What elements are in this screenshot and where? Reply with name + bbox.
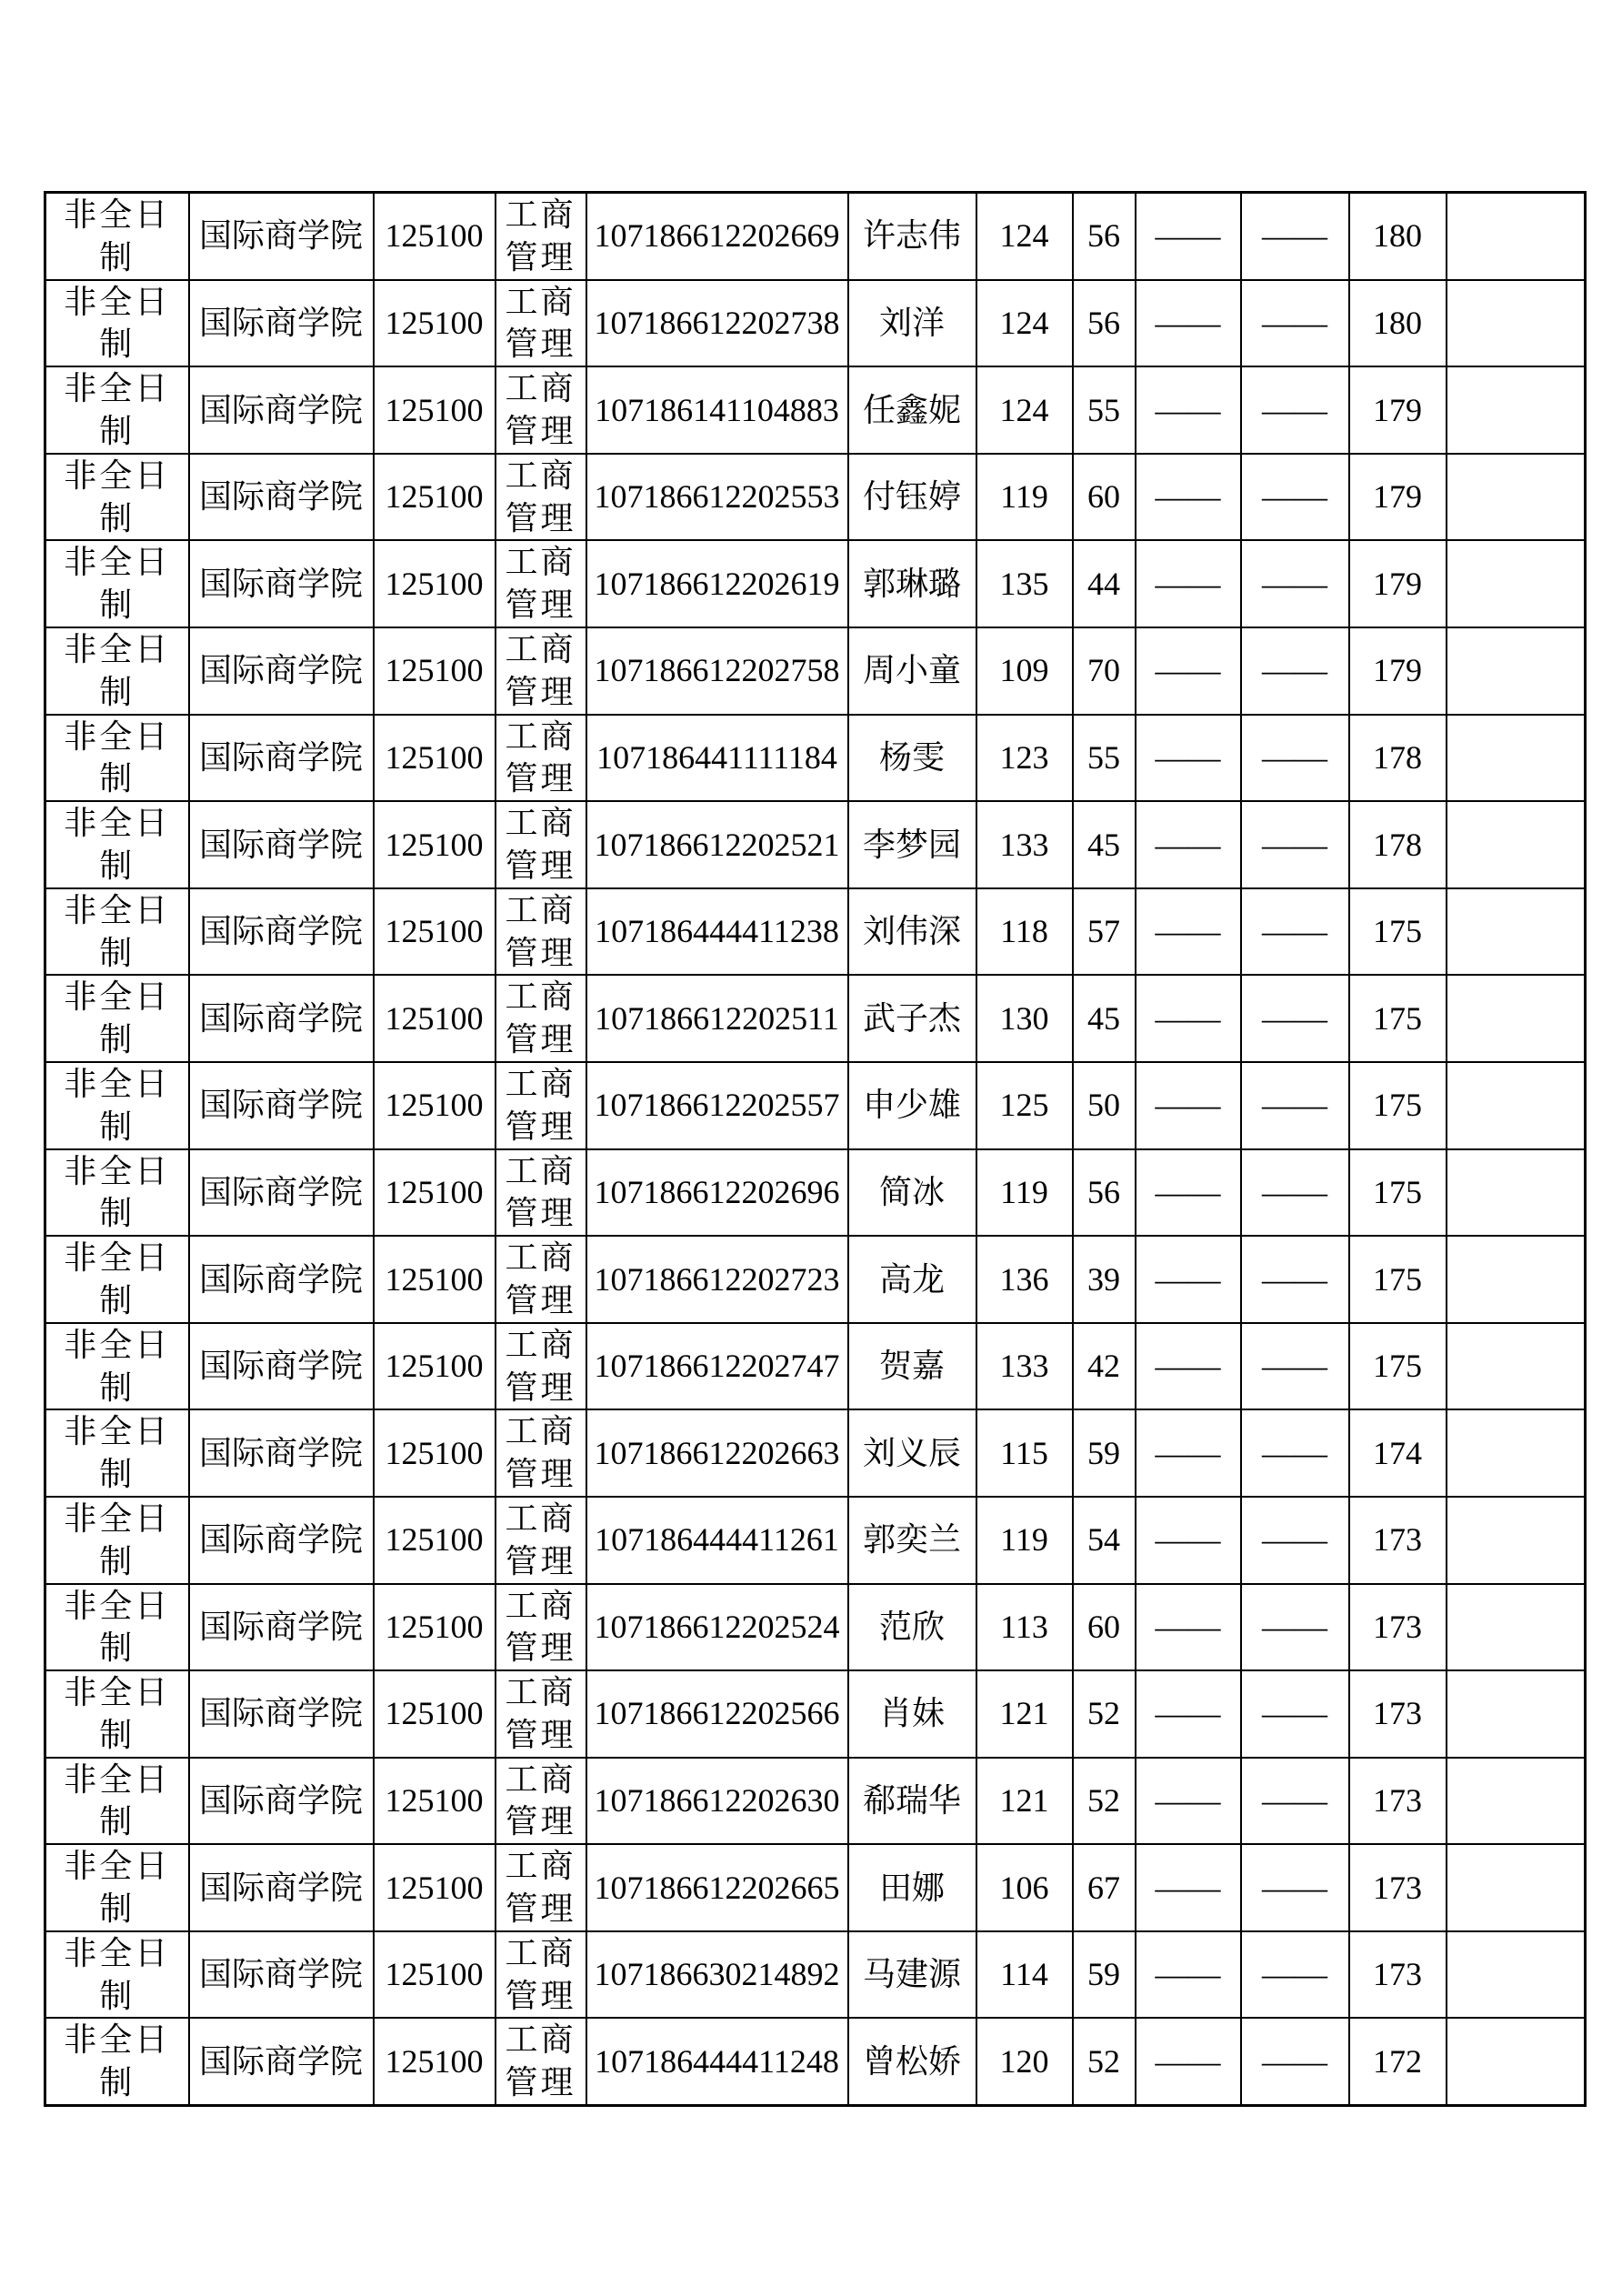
score-4-blank-cell: —— xyxy=(1241,1931,1349,2019)
table-row xyxy=(45,715,1586,802)
major-code-cell: 125100 xyxy=(374,1670,496,1758)
total-score-cell: 175 xyxy=(1349,1062,1447,1149)
school-cell: 国际商学院 xyxy=(189,1670,374,1758)
major-name-cell: 工商管理 xyxy=(496,1323,586,1410)
school-cell: 国际商学院 xyxy=(189,1497,374,1584)
remark-cell xyxy=(1447,540,1586,627)
school-cell: 国际商学院 xyxy=(189,1236,374,1323)
table-row xyxy=(45,540,1586,627)
candidate-name-cell: 武子杰 xyxy=(848,975,976,1062)
candidate-id-cell: 107186612202665 xyxy=(586,1844,848,1931)
major-code-cell: 125100 xyxy=(374,801,496,888)
score-2-cell: 67 xyxy=(1073,1844,1136,1931)
score-4-blank-cell: —— xyxy=(1241,540,1349,627)
schedule-type-cell: 非全日制 xyxy=(45,1497,189,1584)
score-2-cell: 60 xyxy=(1073,454,1136,541)
major-name-cell: 工商管理 xyxy=(496,975,586,1062)
total-score-cell: 175 xyxy=(1349,975,1447,1062)
table-row xyxy=(45,1236,1586,1323)
score-1-cell: 135 xyxy=(976,540,1073,627)
schedule-type-cell: 非全日制 xyxy=(45,1323,189,1410)
score-4-blank-cell: —— xyxy=(1241,1844,1349,1931)
major-code-cell: 125100 xyxy=(374,627,496,715)
total-score-cell: 175 xyxy=(1349,1236,1447,1323)
score-4-blank-cell: —— xyxy=(1241,975,1349,1062)
score-1-cell: 119 xyxy=(976,1149,1073,1237)
score-2-cell: 70 xyxy=(1073,627,1136,715)
remark-cell xyxy=(1447,1323,1586,1410)
admission-score-table xyxy=(44,191,1587,2107)
candidate-name-cell: 杨雯 xyxy=(848,715,976,802)
score-2-cell: 44 xyxy=(1073,540,1136,627)
major-code-cell: 125100 xyxy=(374,1149,496,1237)
remark-cell xyxy=(1447,366,1586,454)
major-name-cell: 工商管理 xyxy=(496,1149,586,1237)
total-score-cell: 179 xyxy=(1349,540,1447,627)
candidate-id-cell: 107186141104883 xyxy=(586,366,848,454)
schedule-type-cell: 非全日制 xyxy=(45,1062,189,1149)
remark-cell xyxy=(1447,1149,1586,1237)
school-cell: 国际商学院 xyxy=(189,888,374,976)
remark-cell xyxy=(1447,975,1586,1062)
score-3-blank-cell: —— xyxy=(1136,1584,1241,1671)
candidate-name-cell: 刘洋 xyxy=(848,280,976,367)
score-4-blank-cell: —— xyxy=(1241,454,1349,541)
score-1-cell: 121 xyxy=(976,1670,1073,1758)
candidate-name-cell: 申少雄 xyxy=(848,1062,976,1149)
score-3-blank-cell: —— xyxy=(1136,1670,1241,1758)
schedule-type-cell: 非全日制 xyxy=(45,1584,189,1671)
schedule-type-cell: 非全日制 xyxy=(45,627,189,715)
score-3-blank-cell: —— xyxy=(1136,366,1241,454)
major-name-cell: 工商管理 xyxy=(496,1758,586,1845)
school-cell: 国际商学院 xyxy=(189,715,374,802)
schedule-type-cell: 非全日制 xyxy=(45,801,189,888)
total-score-cell: 175 xyxy=(1349,888,1447,976)
remark-cell xyxy=(1447,627,1586,715)
school-cell: 国际商学院 xyxy=(189,366,374,454)
score-1-cell: 125 xyxy=(976,1062,1073,1149)
score-3-blank-cell: —— xyxy=(1136,1497,1241,1584)
major-code-cell: 125100 xyxy=(374,975,496,1062)
total-score-cell: 178 xyxy=(1349,801,1447,888)
major-code-cell: 125100 xyxy=(374,193,496,280)
score-3-blank-cell: —— xyxy=(1136,1323,1241,1410)
score-3-blank-cell: —— xyxy=(1136,1149,1241,1237)
candidate-name-cell: 任鑫妮 xyxy=(848,366,976,454)
major-name-cell: 工商管理 xyxy=(496,1844,586,1931)
school-cell: 国际商学院 xyxy=(189,1323,374,1410)
score-1-cell: 121 xyxy=(976,1758,1073,1845)
school-cell: 国际商学院 xyxy=(189,193,374,280)
candidate-name-cell: 刘义辰 xyxy=(848,1409,976,1497)
major-code-cell: 125100 xyxy=(374,366,496,454)
score-4-blank-cell: —— xyxy=(1241,1670,1349,1758)
candidate-id-cell: 107186612202511 xyxy=(586,975,848,1062)
score-4-blank-cell: —— xyxy=(1241,1584,1349,1671)
remark-cell xyxy=(1447,1758,1586,1845)
score-4-blank-cell: —— xyxy=(1241,715,1349,802)
school-cell: 国际商学院 xyxy=(189,1931,374,2019)
table-row xyxy=(45,1497,1586,1584)
candidate-id-cell: 107186612202566 xyxy=(586,1670,848,1758)
candidate-name-cell: 许志伟 xyxy=(848,193,976,280)
score-2-cell: 59 xyxy=(1073,1931,1136,2019)
total-score-cell: 173 xyxy=(1349,1670,1447,1758)
score-4-blank-cell: —— xyxy=(1241,1758,1349,1845)
remark-cell xyxy=(1447,1497,1586,1584)
major-code-cell: 125100 xyxy=(374,1497,496,1584)
remark-cell xyxy=(1447,1584,1586,1671)
score-3-blank-cell: —— xyxy=(1136,1062,1241,1149)
school-cell: 国际商学院 xyxy=(189,1758,374,1845)
score-4-blank-cell: —— xyxy=(1241,2018,1349,2105)
candidate-id-cell: 107186612202747 xyxy=(586,1323,848,1410)
candidate-id-cell: 107186444411261 xyxy=(586,1497,848,1584)
score-4-blank-cell: —— xyxy=(1241,627,1349,715)
major-name-cell: 工商管理 xyxy=(496,888,586,976)
score-1-cell: 113 xyxy=(976,1584,1073,1671)
score-2-cell: 45 xyxy=(1073,975,1136,1062)
score-4-blank-cell: —— xyxy=(1241,280,1349,367)
remark-cell xyxy=(1447,1062,1586,1149)
candidate-id-cell: 107186612202696 xyxy=(586,1149,848,1237)
total-score-cell: 173 xyxy=(1349,1758,1447,1845)
score-2-cell: 52 xyxy=(1073,1670,1136,1758)
school-cell: 国际商学院 xyxy=(189,280,374,367)
major-code-cell: 125100 xyxy=(374,2018,496,2105)
score-2-cell: 56 xyxy=(1073,1149,1136,1237)
score-3-blank-cell: —— xyxy=(1136,801,1241,888)
schedule-type-cell: 非全日制 xyxy=(45,280,189,367)
schedule-type-cell: 非全日制 xyxy=(45,366,189,454)
score-2-cell: 56 xyxy=(1073,193,1136,280)
schedule-type-cell: 非全日制 xyxy=(45,454,189,541)
schedule-type-cell: 非全日制 xyxy=(45,540,189,627)
score-2-cell: 60 xyxy=(1073,1584,1136,1671)
major-code-cell: 125100 xyxy=(374,454,496,541)
score-1-cell: 109 xyxy=(976,627,1073,715)
major-code-cell: 125100 xyxy=(374,888,496,976)
score-3-blank-cell: —— xyxy=(1136,540,1241,627)
school-cell: 国际商学院 xyxy=(189,540,374,627)
major-name-cell: 工商管理 xyxy=(496,1584,586,1671)
schedule-type-cell: 非全日制 xyxy=(45,888,189,976)
total-score-cell: 173 xyxy=(1349,1497,1447,1584)
total-score-cell: 180 xyxy=(1349,280,1447,367)
major-name-cell: 工商管理 xyxy=(496,1931,586,2019)
table-row xyxy=(45,1584,1586,1671)
table-row xyxy=(45,1323,1586,1410)
candidate-id-cell: 107186612202630 xyxy=(586,1758,848,1845)
score-2-cell: 55 xyxy=(1073,366,1136,454)
schedule-type-cell: 非全日制 xyxy=(45,715,189,802)
major-name-cell: 工商管理 xyxy=(496,2018,586,2105)
major-name-cell: 工商管理 xyxy=(496,280,586,367)
score-4-blank-cell: —— xyxy=(1241,1236,1349,1323)
candidate-name-cell: 周小童 xyxy=(848,627,976,715)
total-score-cell: 179 xyxy=(1349,454,1447,541)
major-code-cell: 125100 xyxy=(374,1323,496,1410)
major-code-cell: 125100 xyxy=(374,1758,496,1845)
score-2-cell: 55 xyxy=(1073,715,1136,802)
candidate-name-cell: 贺嘉 xyxy=(848,1323,976,1410)
table-row xyxy=(45,975,1586,1062)
score-1-cell: 119 xyxy=(976,1497,1073,1584)
remark-cell xyxy=(1447,1844,1586,1931)
major-name-cell: 工商管理 xyxy=(496,454,586,541)
total-score-cell: 174 xyxy=(1349,1409,1447,1497)
major-code-cell: 125100 xyxy=(374,1931,496,2019)
school-cell: 国际商学院 xyxy=(189,1584,374,1671)
major-code-cell: 125100 xyxy=(374,1236,496,1323)
score-2-cell: 42 xyxy=(1073,1323,1136,1410)
remark-cell xyxy=(1447,1236,1586,1323)
candidate-id-cell: 107186612202723 xyxy=(586,1236,848,1323)
score-1-cell: 114 xyxy=(976,1931,1073,2019)
remark-cell xyxy=(1447,801,1586,888)
major-name-cell: 工商管理 xyxy=(496,627,586,715)
candidate-name-cell: 马建源 xyxy=(848,1931,976,2019)
table-row xyxy=(45,1670,1586,1758)
table-row xyxy=(45,888,1586,976)
candidate-name-cell: 范欣 xyxy=(848,1584,976,1671)
score-2-cell: 52 xyxy=(1073,1758,1136,1845)
candidate-id-cell: 107186612202738 xyxy=(586,280,848,367)
remark-cell xyxy=(1447,1931,1586,2019)
candidate-name-cell: 曾松娇 xyxy=(848,2018,976,2105)
remark-cell xyxy=(1447,2018,1586,2105)
schedule-type-cell: 非全日制 xyxy=(45,2018,189,2105)
table-row xyxy=(45,801,1586,888)
schedule-type-cell: 非全日制 xyxy=(45,1236,189,1323)
school-cell: 国际商学院 xyxy=(189,1409,374,1497)
schedule-type-cell: 非全日制 xyxy=(45,1409,189,1497)
candidate-id-cell: 107186612202663 xyxy=(586,1409,848,1497)
school-cell: 国际商学院 xyxy=(189,1844,374,1931)
score-4-blank-cell: —— xyxy=(1241,801,1349,888)
candidate-id-cell: 107186444411238 xyxy=(586,888,848,976)
score-4-blank-cell: —— xyxy=(1241,1409,1349,1497)
score-1-cell: 130 xyxy=(976,975,1073,1062)
candidate-name-cell: 高龙 xyxy=(848,1236,976,1323)
total-score-cell: 175 xyxy=(1349,1149,1447,1237)
candidate-name-cell: 郭奕兰 xyxy=(848,1497,976,1584)
major-code-cell: 125100 xyxy=(374,1844,496,1931)
candidate-id-cell: 107186630214892 xyxy=(586,1931,848,2019)
score-2-cell: 52 xyxy=(1073,2018,1136,2105)
major-name-cell: 工商管理 xyxy=(496,366,586,454)
major-name-cell: 工商管理 xyxy=(496,1062,586,1149)
major-code-cell: 125100 xyxy=(374,1409,496,1497)
table-row xyxy=(45,280,1586,367)
score-1-cell: 124 xyxy=(976,366,1073,454)
score-4-blank-cell: —— xyxy=(1241,193,1349,280)
major-name-cell: 工商管理 xyxy=(496,1409,586,1497)
table-row xyxy=(45,366,1586,454)
score-3-blank-cell: —— xyxy=(1136,627,1241,715)
score-1-cell: 118 xyxy=(976,888,1073,976)
school-cell: 国际商学院 xyxy=(189,627,374,715)
score-3-blank-cell: —— xyxy=(1136,280,1241,367)
major-name-cell: 工商管理 xyxy=(496,1497,586,1584)
score-1-cell: 106 xyxy=(976,1844,1073,1931)
score-4-blank-cell: —— xyxy=(1241,1062,1349,1149)
score-1-cell: 120 xyxy=(976,2018,1073,2105)
score-3-blank-cell: —— xyxy=(1136,193,1241,280)
candidate-id-cell: 107186612202669 xyxy=(586,193,848,280)
schedule-type-cell: 非全日制 xyxy=(45,1670,189,1758)
table-row xyxy=(45,193,1586,280)
major-code-cell: 125100 xyxy=(374,1062,496,1149)
score-4-blank-cell: —— xyxy=(1241,888,1349,976)
score-3-blank-cell: —— xyxy=(1136,1758,1241,1845)
score-2-cell: 54 xyxy=(1073,1497,1136,1584)
major-code-cell: 125100 xyxy=(374,540,496,627)
total-score-cell: 173 xyxy=(1349,1584,1447,1671)
score-4-blank-cell: —— xyxy=(1241,1323,1349,1410)
candidate-id-cell: 107186612202557 xyxy=(586,1062,848,1149)
table-row xyxy=(45,1844,1586,1931)
table-row xyxy=(45,627,1586,715)
score-3-blank-cell: —— xyxy=(1136,454,1241,541)
major-name-cell: 工商管理 xyxy=(496,1236,586,1323)
candidate-id-cell: 107186612202758 xyxy=(586,627,848,715)
schedule-type-cell: 非全日制 xyxy=(45,1844,189,1931)
candidate-name-cell: 郭琳璐 xyxy=(848,540,976,627)
school-cell: 国际商学院 xyxy=(189,1062,374,1149)
candidate-id-cell: 107186612202524 xyxy=(586,1584,848,1671)
candidate-id-cell: 107186441111184 xyxy=(586,715,848,802)
candidate-name-cell: 刘伟深 xyxy=(848,888,976,976)
school-cell: 国际商学院 xyxy=(189,801,374,888)
schedule-type-cell: 非全日制 xyxy=(45,1931,189,2019)
table-row xyxy=(45,2018,1586,2105)
table-row xyxy=(45,1149,1586,1237)
score-2-cell: 57 xyxy=(1073,888,1136,976)
remark-cell xyxy=(1447,1670,1586,1758)
score-2-cell: 59 xyxy=(1073,1409,1136,1497)
school-cell: 国际商学院 xyxy=(189,2018,374,2105)
school-cell: 国际商学院 xyxy=(189,454,374,541)
total-score-cell: 178 xyxy=(1349,715,1447,802)
candidate-name-cell: 李梦园 xyxy=(848,801,976,888)
table-row xyxy=(45,1758,1586,1845)
major-name-cell: 工商管理 xyxy=(496,715,586,802)
candidate-name-cell: 肖妹 xyxy=(848,1670,976,1758)
table-row xyxy=(45,454,1586,541)
score-3-blank-cell: —— xyxy=(1136,888,1241,976)
table-row xyxy=(45,1062,1586,1149)
major-name-cell: 工商管理 xyxy=(496,193,586,280)
school-cell: 国际商学院 xyxy=(189,1149,374,1237)
score-2-cell: 56 xyxy=(1073,280,1136,367)
score-2-cell: 45 xyxy=(1073,801,1136,888)
score-3-blank-cell: —— xyxy=(1136,2018,1241,2105)
remark-cell xyxy=(1447,1409,1586,1497)
score-1-cell: 136 xyxy=(976,1236,1073,1323)
score-1-cell: 124 xyxy=(976,193,1073,280)
candidate-id-cell: 107186444411248 xyxy=(586,2018,848,2105)
table-row xyxy=(45,1931,1586,2019)
score-1-cell: 133 xyxy=(976,1323,1073,1410)
score-1-cell: 133 xyxy=(976,801,1073,888)
candidate-name-cell: 田娜 xyxy=(848,1844,976,1931)
score-4-blank-cell: —— xyxy=(1241,366,1349,454)
score-3-blank-cell: —— xyxy=(1136,715,1241,802)
schedule-type-cell: 非全日制 xyxy=(45,975,189,1062)
candidate-name-cell: 付钰婷 xyxy=(848,454,976,541)
score-1-cell: 123 xyxy=(976,715,1073,802)
remark-cell xyxy=(1447,454,1586,541)
total-score-cell: 179 xyxy=(1349,366,1447,454)
major-name-cell: 工商管理 xyxy=(496,540,586,627)
remark-cell xyxy=(1447,280,1586,367)
score-3-blank-cell: —— xyxy=(1136,1931,1241,2019)
candidate-id-cell: 107186612202619 xyxy=(586,540,848,627)
major-name-cell: 工商管理 xyxy=(496,801,586,888)
candidate-id-cell: 107186612202553 xyxy=(586,454,848,541)
major-name-cell: 工商管理 xyxy=(496,1670,586,1758)
table-row xyxy=(45,1409,1586,1497)
score-1-cell: 119 xyxy=(976,454,1073,541)
candidate-name-cell: 郗瑞华 xyxy=(848,1758,976,1845)
total-score-cell: 179 xyxy=(1349,627,1447,715)
schedule-type-cell: 非全日制 xyxy=(45,193,189,280)
score-3-blank-cell: —— xyxy=(1136,1844,1241,1931)
score-4-blank-cell: —— xyxy=(1241,1149,1349,1237)
results-table-body xyxy=(45,193,1586,2106)
score-3-blank-cell: —— xyxy=(1136,1236,1241,1323)
total-score-cell: 180 xyxy=(1349,193,1447,280)
score-2-cell: 39 xyxy=(1073,1236,1136,1323)
remark-cell xyxy=(1447,715,1586,802)
schedule-type-cell: 非全日制 xyxy=(45,1149,189,1237)
score-2-cell: 50 xyxy=(1073,1062,1136,1149)
total-score-cell: 172 xyxy=(1349,2018,1447,2105)
school-cell: 国际商学院 xyxy=(189,975,374,1062)
major-code-cell: 125100 xyxy=(374,1584,496,1671)
major-code-cell: 125100 xyxy=(374,715,496,802)
score-1-cell: 115 xyxy=(976,1409,1073,1497)
candidate-id-cell: 107186612202521 xyxy=(586,801,848,888)
score-1-cell: 124 xyxy=(976,280,1073,367)
score-3-blank-cell: —— xyxy=(1136,1409,1241,1497)
total-score-cell: 173 xyxy=(1349,1844,1447,1931)
candidate-name-cell: 简冰 xyxy=(848,1149,976,1237)
score-3-blank-cell: —— xyxy=(1136,975,1241,1062)
major-code-cell: 125100 xyxy=(374,280,496,367)
score-4-blank-cell: —— xyxy=(1241,1497,1349,1584)
total-score-cell: 175 xyxy=(1349,1323,1447,1410)
total-score-cell: 173 xyxy=(1349,1931,1447,2019)
schedule-type-cell: 非全日制 xyxy=(45,1758,189,1845)
remark-cell xyxy=(1447,193,1586,280)
remark-cell xyxy=(1447,888,1586,976)
